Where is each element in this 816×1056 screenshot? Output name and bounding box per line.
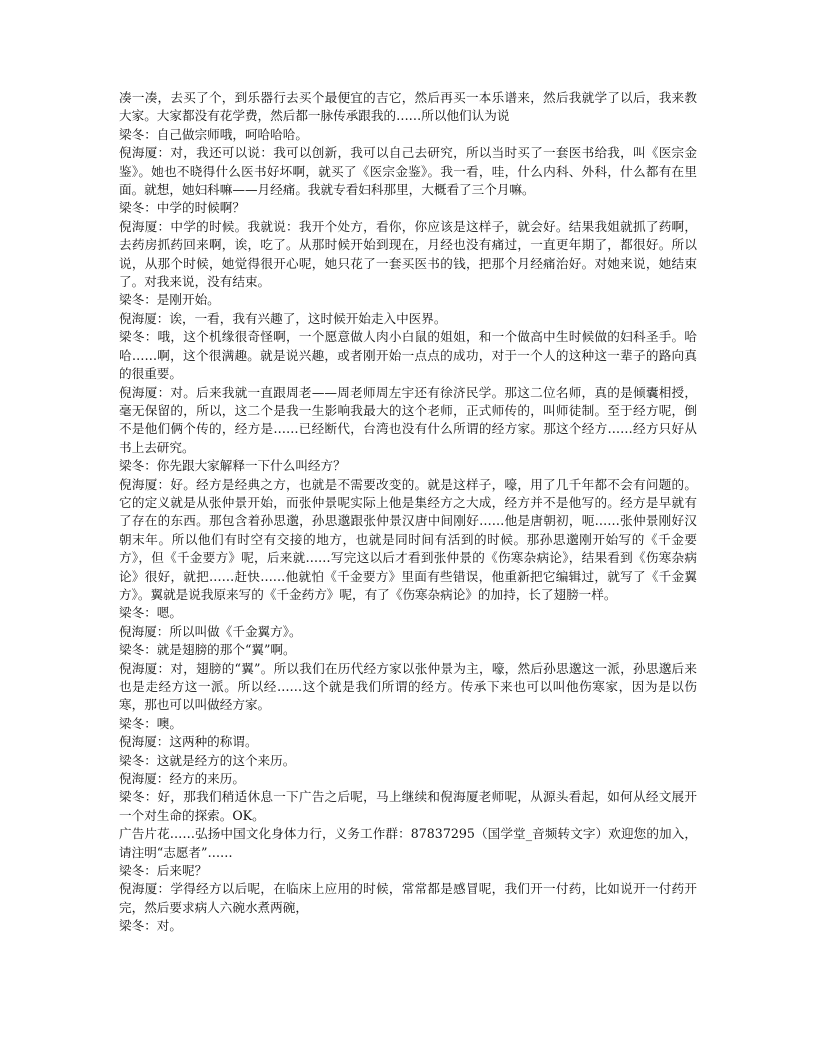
paragraph: 广告片花……弘扬中国文化身体力行，义务工作群：87837295（国学堂_音频转文字）欢迎您的加入，请注明“志愿者”…… <box>119 826 697 860</box>
paragraph: 倪海厦：好。经方是经典之方，也就是不需要改变的。就是这样子，嚎，用了几千年都不会有问题的。它的定义就是从张仲景开始，而张仲景呢实际上他是集经方之大成，经方并不是他写的。经方是早就有了存在的东西。那包含着孙思邈，孙思邈跟张仲景汉唐中间刚好……他是唐朝初，呃……张仲景刚好汉朝末年。所以他们有时空有交接的地方，也就是同时间有活到的时候。那孙思邈刚开始写的《千金要方》，但《千金要方》呢，后来就……写完这以后才看到张仲景的《伤寒杂病论》，结果看到《伤寒杂病论》很好，就把……赶快……他就怕《千金要方》里面有些错误，他重新把它编辑过，就写了《千金翼方》。翼就是说我原来写的《千金药方》呢，有了《伤寒杂病论》的加持，长了翅膀一样。 <box>119 476 697 602</box>
paragraph: 梁冬：就是翅膀的那个“翼”啊。 <box>119 642 296 658</box>
paragraph: 梁冬：是刚开始。 <box>119 292 220 308</box>
paragraph: 梁冬：中学的时候啊？ <box>119 200 245 216</box>
paragraph: 梁冬：好，那我们稍适休息一下广告之后呢，马上继续和倪海厦老师呢，从源头看起，如何从经文展开一个对生命的探索。OK。 <box>119 789 697 823</box>
paragraph: 倪海厦：诶，一看，我有兴趣了，这时候开始走入中医界。 <box>119 310 447 326</box>
paragraph: 梁冬：噢。 <box>119 715 182 731</box>
paragraph: 梁冬：哦，这个机缘很奇怪啊，一个愿意做人肉小白鼠的姐姐，和一个做高中生时候做的妇科圣手。哈哈……啊，这个很满趣。就是说兴趣，或者刚开始一点点的成功，对于一个人的这种这一辈子的路向真的很重要。 <box>119 329 697 382</box>
paragraph: 梁冬：嗯。 <box>119 605 182 621</box>
paragraph: 梁冬：后来呢？ <box>119 863 208 879</box>
document-page <box>119 89 697 936</box>
paragraph: 倪海厦：中学的时候。我就说：我开个处方，看你，你应该是这样子，就会好。结果我姐就抓了药啊，去药房抓药回来啊，诶，吃了。从那时候开始到现在，月经也没有痛过，一直更年期了，都很好。所以说，从那个时候，她觉得很开心呢，她只花了一套买医书的钱，把那个月经痛治好。对她来说，她结束了。对我来说，没有结束。 <box>119 218 697 290</box>
paragraph: 倪海厦：经方的来历。 <box>119 771 245 787</box>
paragraph: 梁冬：自己做宗师哦，呵哈哈哈。 <box>119 126 308 142</box>
paragraph: 梁冬：你先跟大家解释一下什么叫经方？ <box>119 458 346 474</box>
paragraph: 倪海厦：这两种的称谓。 <box>119 734 258 750</box>
paragraph: 倪海厦：对。后来我就一直跟周老——周老师周左宇还有徐济民学。那这二位名师，真的是倾囊相授，毫无保留的，所以，这二个是我一生影响我最大的这个老师，正式师传的，叫师徒制。至于经方呢，倒不是他们俩个传的，经方是……已经断代，台湾也没有什么所谓的经方家。那这个经方……经方只好从书上去研究。 <box>119 384 697 455</box>
paragraph: 倪海厦：所以叫做《千金翼方》。 <box>119 623 302 639</box>
paragraph: 凑一凑，去买了个，到乐器行去买个最便宜的吉它，然后再买一本乐谱来，然后我就学了以后，我来教大家。大家都没有花学费，然后都一脉传承跟我的……所以他们认为说 <box>119 90 697 124</box>
paragraph: 倪海厦：学得经方以后呢，在临床上应用的时候，常常都是感冒呢，我们开一付药，比如说开一付药开完，然后要求病人六碗水煮两碗， <box>119 881 697 915</box>
paragraph: 倪海厦：对，我还可以说：我可以创新，我可以自己去研究，所以当时买了一套医书给我，叫《医宗金鉴》。她也不晓得什么医书好坏啊，就买了《医宗金鉴》。我一看，哇，什么内科、外科，什么都有在里面。就想，她妇科嘛——月经痛。我就专看妇科那里，大概看了三个月嘛。 <box>119 145 697 198</box>
paragraph: 梁冬：这就是经方的这个来历。 <box>119 752 296 768</box>
paragraph: 倪海厦：对，翅膀的“翼”。所以我们在历代经方家以张仲景为主，嚎，然后孙思邈这一派，孙思邈后来也是走经方这一派。所以经……这个就是我们所谓的经方。传承下来也可以叫他伤寒家，因为是以伤寒，那也可以叫做经方家。 <box>119 660 697 713</box>
paragraph: 梁冬：对。 <box>119 918 182 934</box>
